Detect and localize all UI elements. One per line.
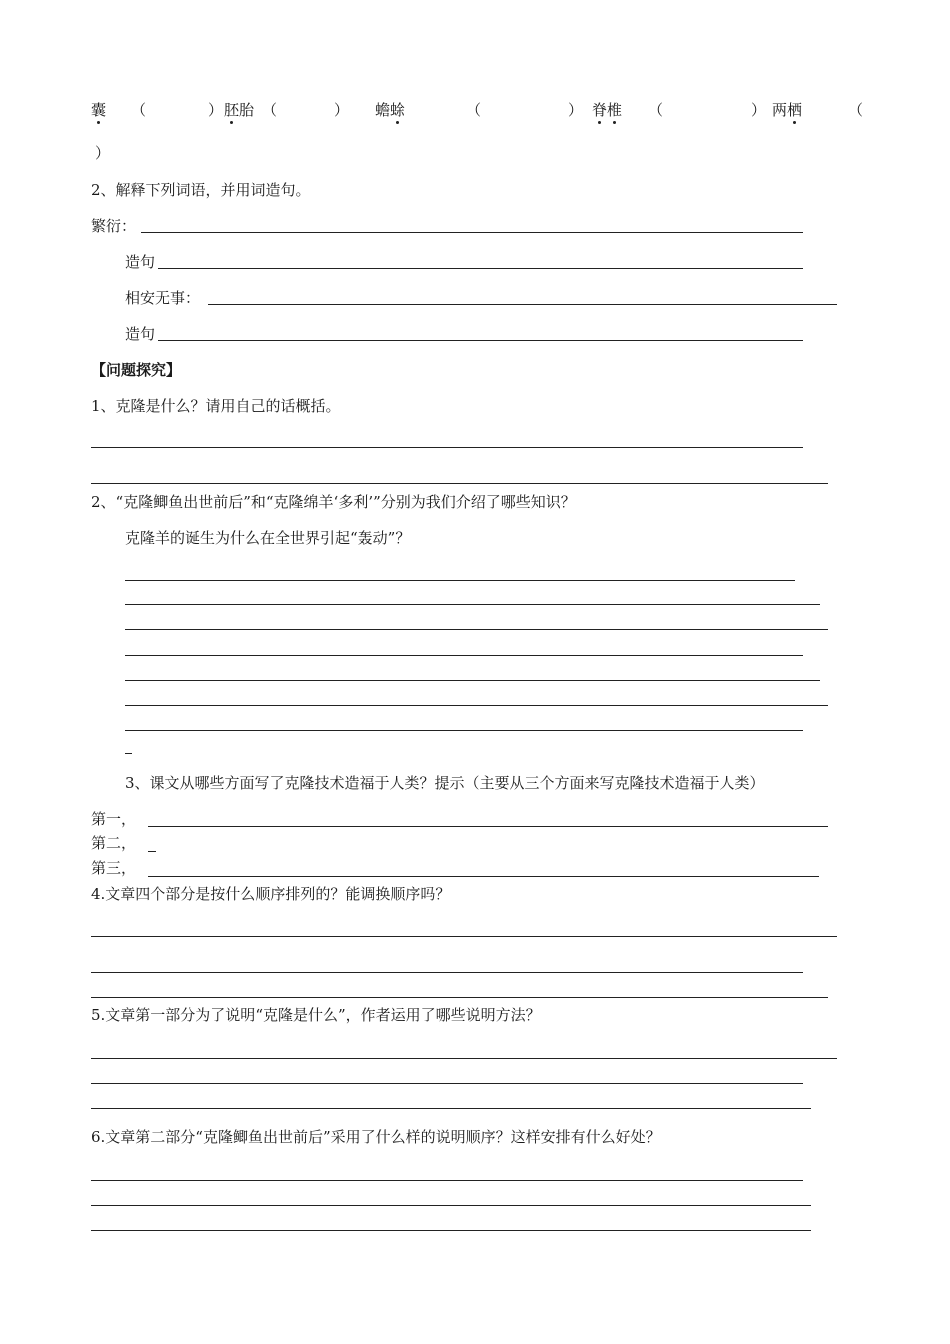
answer-line[interactable]	[125, 680, 820, 681]
answer-line[interactable]	[158, 340, 803, 341]
answer-line[interactable]	[125, 753, 132, 754]
paren-close-1: ）	[208, 101, 224, 119]
answer-line[interactable]	[91, 1083, 803, 1084]
answer-line[interactable]	[91, 1058, 837, 1059]
paren-close-3: ）	[568, 101, 584, 119]
answer-line[interactable]	[208, 304, 837, 305]
answer-line[interactable]	[91, 1205, 811, 1206]
answer-line[interactable]	[148, 851, 156, 852]
answer-line[interactable]	[91, 1230, 811, 1231]
question-1: 1、克隆是什么？请用自己的话概括。	[91, 397, 341, 415]
answer-line[interactable]	[91, 972, 803, 973]
answer-line[interactable]	[125, 705, 828, 706]
word-peitai: 胚胎	[224, 101, 255, 119]
paren-open-3: （	[466, 101, 482, 119]
answer-line[interactable]	[91, 483, 828, 484]
label-second: 第二，	[91, 834, 137, 852]
paren-open-5: （	[848, 101, 864, 119]
label-third: 第三，	[91, 859, 137, 877]
answer-line[interactable]	[91, 447, 803, 448]
answer-line[interactable]	[91, 1180, 803, 1181]
sentence-label-2: 造句	[125, 325, 156, 343]
vocab-word-xiangan: 相安无事：	[125, 289, 201, 307]
word-jizhui: 脊椎	[592, 101, 623, 119]
question-6: 6.文章第二部分“克隆鲫鱼出世前后”采用了什么样的说明顺序？这样安排有什么好处？	[91, 1128, 661, 1146]
answer-line[interactable]	[125, 730, 803, 731]
word-chanchu: 蟾蜍	[375, 101, 406, 119]
vocab-instruction: 2、解释下列词语，并用词造句。	[91, 181, 311, 199]
label-first: 第一，	[91, 810, 137, 828]
paren-open-1: （	[131, 101, 147, 119]
answer-line[interactable]	[148, 826, 828, 827]
vocab-word-fanyan: 繁衍：	[91, 217, 137, 235]
answer-line[interactable]	[125, 655, 803, 656]
question-2b: 克隆羊的诞生为什么在全世界引起“轰动”？	[125, 529, 411, 547]
question-5: 5.文章第一部分为了说明“克隆是什么”，作者运用了哪些说明方法？	[91, 1006, 541, 1024]
question-3: 3、课文从哪些方面写了克隆技术造福于人类？提示（主要从三个方面来写克隆技术造福于人类）	[125, 774, 765, 792]
answer-line[interactable]	[91, 997, 828, 998]
answer-line[interactable]	[91, 936, 837, 937]
answer-line[interactable]	[125, 604, 820, 605]
word-liangqi: 两栖	[772, 101, 803, 119]
paren-close-5: ）	[95, 144, 111, 162]
question-2: 2、“克隆鲫鱼出世前后”和“克隆绵羊‘多利’”分别为我们介绍了哪些知识？	[91, 493, 576, 511]
answer-line[interactable]	[125, 629, 828, 630]
answer-line[interactable]	[125, 580, 795, 581]
section-title: 【问题探究】	[91, 361, 182, 379]
sentence-label-1: 造句	[125, 253, 156, 271]
paren-close-2: ）	[334, 101, 350, 119]
answer-line[interactable]	[148, 876, 819, 877]
question-4: 4.文章四个部分是按什么顺序排列的？能调换顺序吗？	[91, 885, 451, 903]
paren-open-2: （	[262, 101, 278, 119]
paren-close-4: ）	[751, 101, 767, 119]
answer-line[interactable]	[91, 1108, 811, 1109]
paren-open-4: （	[648, 101, 664, 119]
word-nang: 囊	[91, 101, 107, 119]
answer-line[interactable]	[141, 232, 803, 233]
answer-line[interactable]	[158, 268, 803, 269]
